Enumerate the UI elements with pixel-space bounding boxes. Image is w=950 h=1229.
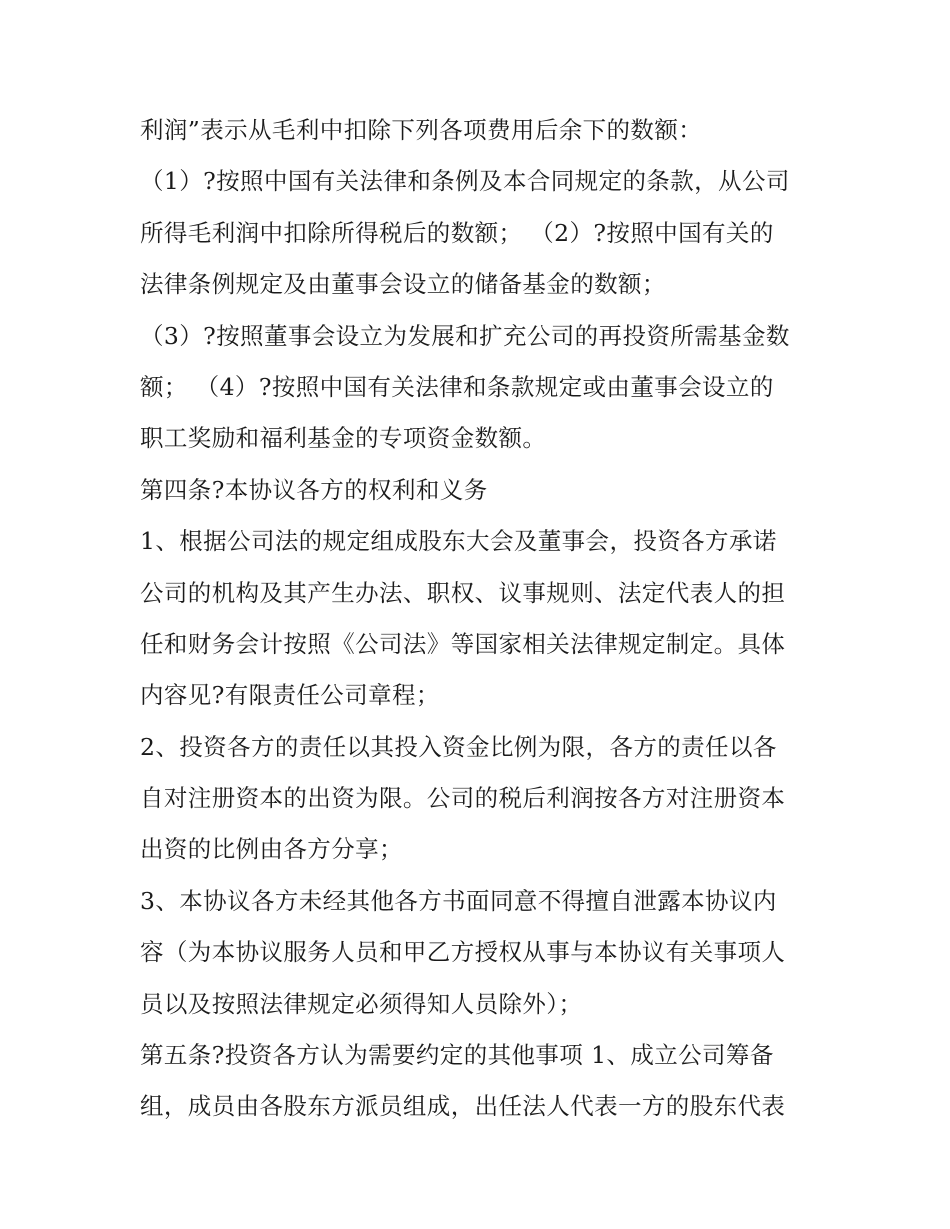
section-heading: 第五条?投资各方认为需要约定的其他事项 1、成立公司筹备 [140, 1041, 774, 1070]
text-line: 自对注册资本的出资为限。公司的税后利润按各方对注册资本 [140, 784, 786, 813]
text-line: 任和财务会计按照《公司法》等国家相关法律规定制定。具体 [140, 629, 786, 658]
text-line: 额； （4）?按照中国有关法律和条款规定或由董事会设立的 [140, 372, 774, 401]
text-line: 职工奖励和福利基金的专项资金数额。 [140, 424, 547, 453]
text-line: 容（为本协议服务人员和甲乙方授权从事与本协议有关事项人 [140, 938, 786, 967]
text-line: 利润”表示从毛利中扣除下列各项费用后余下的数额： [140, 116, 703, 144]
text-line: 内容见?有限责任公司章程； [140, 681, 440, 710]
text-line: 组，成员由各股东方派员组成，出任法人代表一方的股东代表 [140, 1092, 786, 1121]
text-line: 出资的比例由各方分享； [140, 835, 403, 864]
text-line: （3）?按照董事会设立为发展和扩充公司的再投资所需基金数 [140, 321, 790, 350]
text-line: 3、本协议各方未经其他各方书面同意不得擅自泄露本协议内 [140, 886, 777, 915]
text-line: 2、投资各方的责任以其投入资金比例为限，各方的责任以各 [140, 732, 777, 761]
text-line: 公司的机构及其产生办法、职权、议事规则、法定代表人的担 [140, 578, 786, 607]
text-line: 法律条例规定及由董事会设立的储备基金的数额； [140, 270, 666, 299]
text-line: 所得毛利润中扣除所得税后的数额； （2）?按照中国有关的 [140, 218, 774, 247]
text-line: 1、根据公司法的规定组成股东大会及董事会，投资各方承诺 [140, 527, 777, 556]
text-line: （1）?按照中国有关法律和条例及本合同规定的条款，从公司 [140, 167, 790, 196]
document-body [140, 105, 820, 1133]
text-line: 员以及按照法律规定必须得知人员除外）； [140, 989, 583, 1018]
section-heading: 第四条?本协议各方的权利和义务 [140, 475, 488, 504]
